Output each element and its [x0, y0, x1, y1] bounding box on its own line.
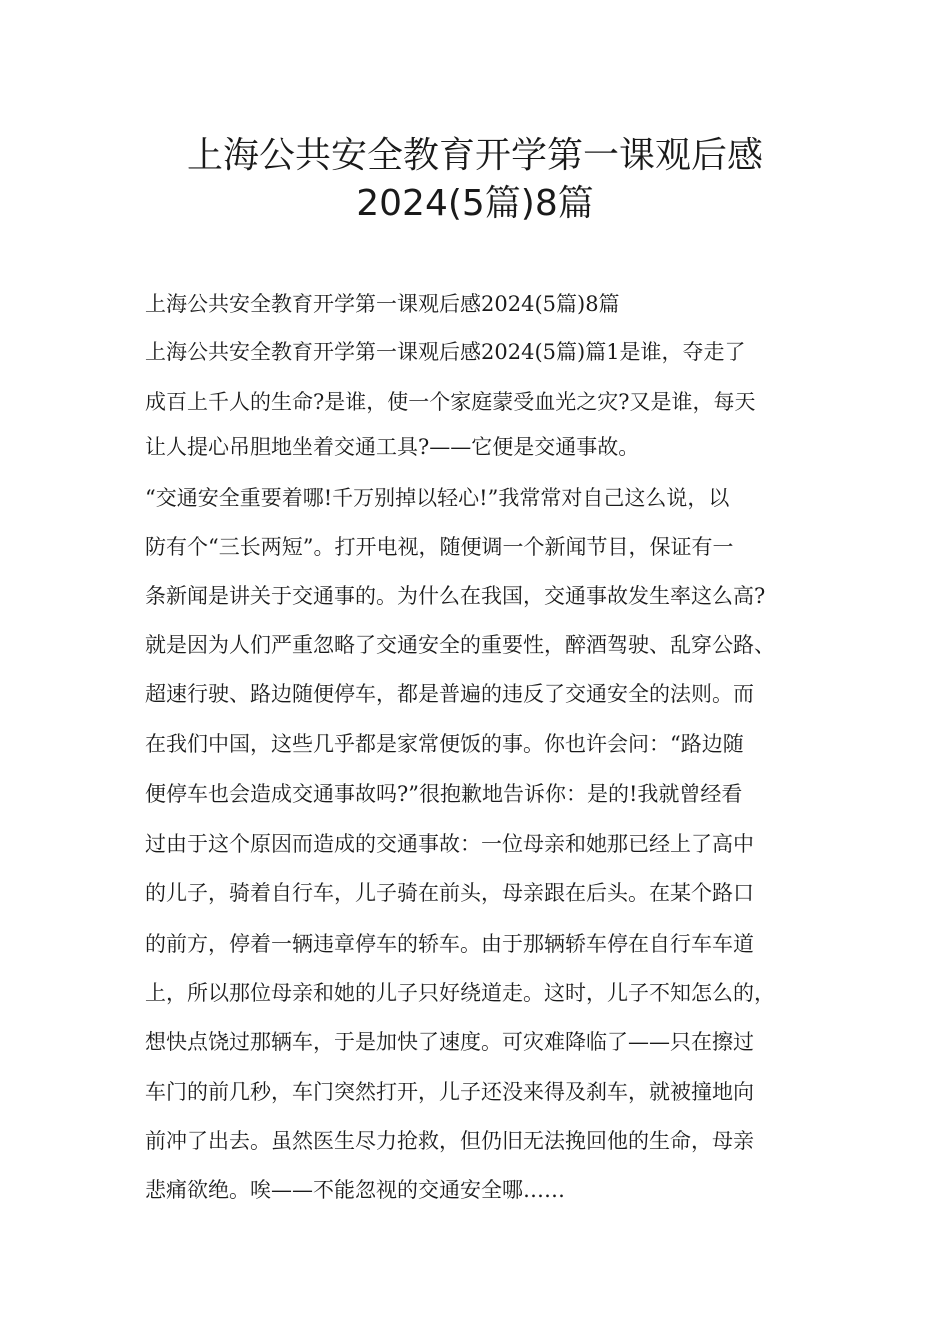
body-line: 成百上千人的生命?是谁，使一个家庭蒙受血光之灾?又是谁，每天: [145, 390, 756, 414]
body-line: 悲痛欲绝。唉——不能忽视的交通安全哪……: [145, 1178, 565, 1202]
body-line: 前冲了出去。虽然医生尽力抢救，但仍旧无法挽回他的生命，母亲: [145, 1129, 754, 1153]
document-title-line-2: 2024(5篇)8篇: [356, 183, 594, 224]
body-line: 让人提心吊胆地坐着交通工具?——它便是交通事故。: [145, 435, 640, 459]
body-line: 超速行驶、路边随便停车，都是普遍的违反了交通安全的法则。而: [145, 682, 754, 706]
body-line: 上海公共安全教育开学第一课观后感2024(5篇)8篇: [145, 292, 620, 316]
body-line: 上海公共安全教育开学第一课观后感2024(5篇)篇1是谁，夺走了: [145, 340, 746, 364]
document-title-line-1: 上海公共安全教育开学第一课观后感: [186, 135, 763, 176]
body-line: 想快点饶过那辆车，于是加快了速度。可灾难降临了——只在擦过: [145, 1030, 754, 1054]
body-line: 的儿子，骑着自行车，儿子骑在前头，母亲跟在后头。在某个路口: [145, 881, 754, 905]
body-line: 车门的前几秒，车门突然打开，儿子还没来得及刹车，就被撞地向: [145, 1080, 754, 1104]
body-line: “交通安全重要着哪!千万别掉以轻心!”我常常对自己这么说，以: [145, 486, 730, 510]
body-line: 便停车也会造成交通事故吗?”很抱歉地告诉你：是的!我就曾经看: [145, 782, 743, 806]
body-line: 在我们中国，这些几乎都是家常便饭的事。你也许会问：“路边随: [145, 732, 744, 756]
body-line: 的前方，停着一辆违章停车的轿车。由于那辆轿车停在自行车车道: [145, 932, 754, 956]
body-line: 条新闻是讲关于交通事的。为什么在我国，交通事故发生率这么高?: [145, 584, 766, 608]
body-line: 就是因为人们严重忽略了交通安全的重要性，醉酒驾驶、乱穿公路、: [145, 633, 775, 657]
body-line: 上，所以那位母亲和她的儿子只好绕道走。这时，儿子不知怎么的，: [145, 981, 775, 1005]
body-line: 防有个“三长两短”。打开电视，随便调一个新闻节目，保证有一: [145, 535, 734, 559]
body-line: 过由于这个原因而造成的交通事故：一位母亲和她那已经上了高中: [145, 832, 754, 856]
